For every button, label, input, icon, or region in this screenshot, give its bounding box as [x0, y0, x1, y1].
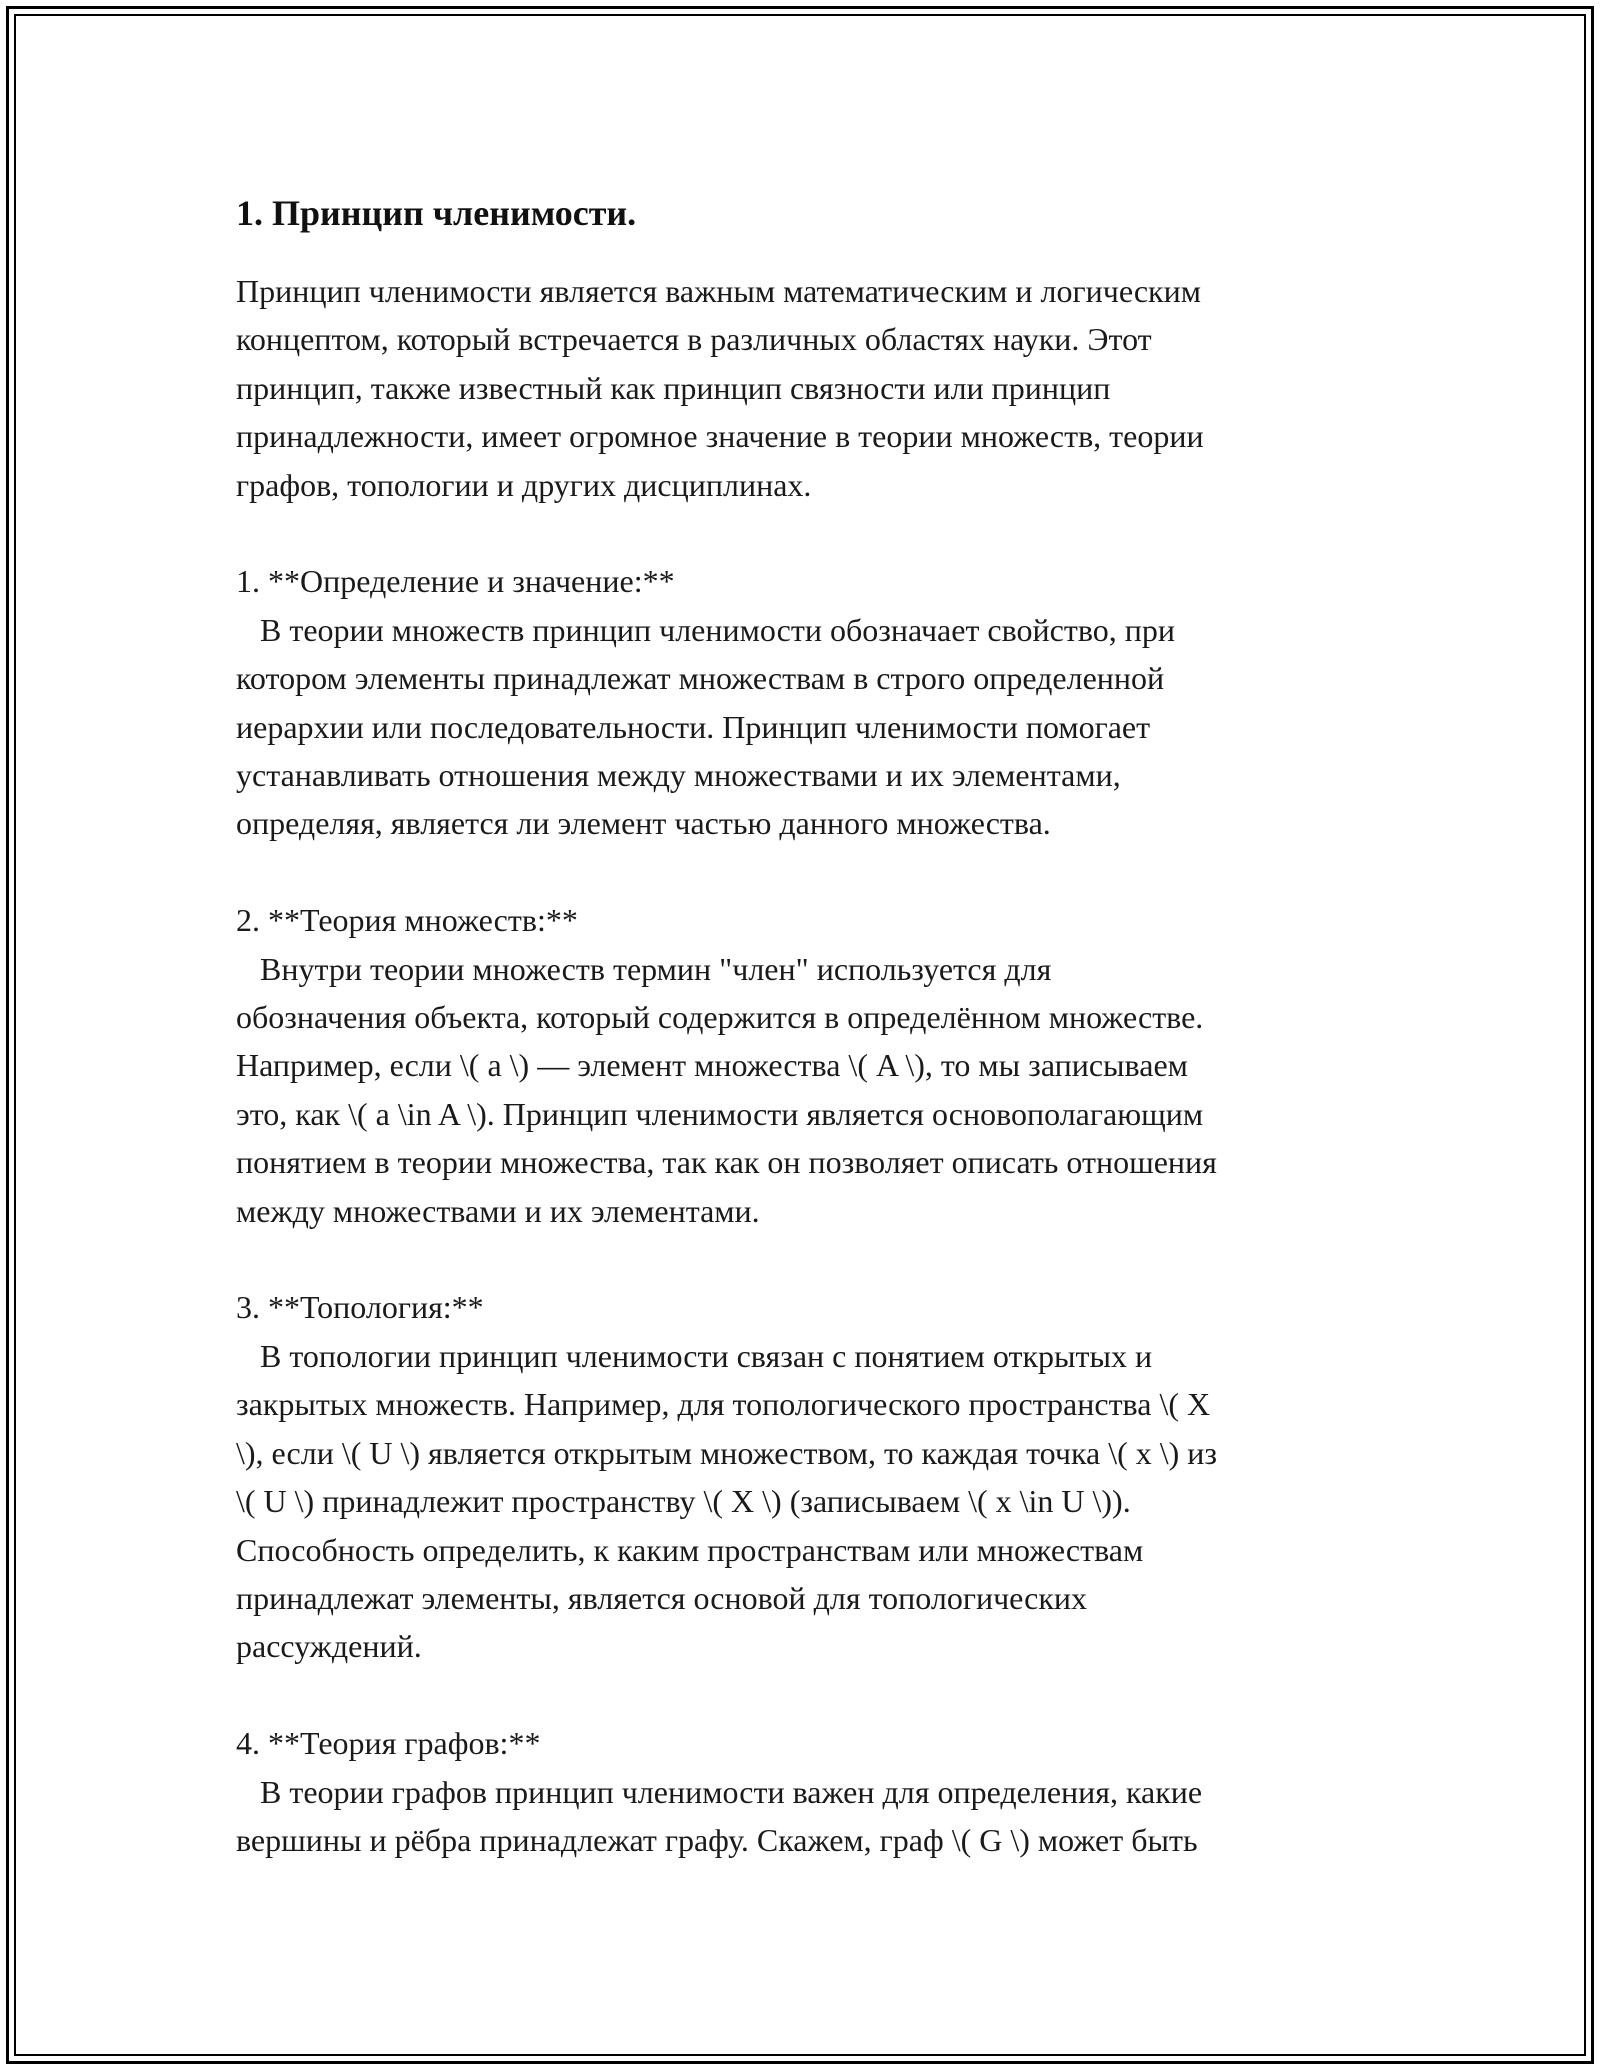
intro-paragraph	[236, 267, 1366, 509]
text-line: понятием в теории множества, так как он позволяет описать отношения	[236, 1144, 1217, 1181]
text-line: В теории множеств принцип членимости обозначает свойство, при	[236, 611, 1175, 648]
section-set-theory	[236, 896, 1366, 1235]
document-page	[236, 189, 1366, 1913]
text-line: графов, топологии и других дисциплинах.	[236, 466, 812, 503]
text-line: Способность определить, к каким пространствам или множествам	[236, 1531, 1144, 1568]
section-graph-theory	[236, 1719, 1366, 1864]
text-line: это, как \( a \in A \). Принцип членимости является основополагающим	[236, 1095, 1204, 1132]
text-line: обозначения объекта, который содержится в определённом множестве.	[236, 999, 1204, 1036]
text-line: Принцип членимости является важным математическим и логическим	[236, 273, 1201, 309]
text-line: \), если \( U \) является открытым множеством, то каждая точка \( x \) из	[236, 1434, 1218, 1471]
text-line: иерархии или последовательности. Принцип членимости помогает	[236, 708, 1151, 745]
text-line: Внутри теории множеств термин "член" используется для	[236, 950, 1052, 987]
text-line: Например, если \( a \) — элемент множества \( A \), то мы записываем	[236, 1047, 1188, 1084]
text-line: В топологии принцип членимости связан с понятием открытых и	[236, 1337, 1153, 1374]
text-line: В теории графов принцип членимости важен для определения, какие	[236, 1773, 1203, 1810]
text-line: вершины и рёбра принадлежат графу. Скажем, граф \( G \) может быть	[236, 1821, 1198, 1858]
text-line: рассуждений.	[236, 1628, 422, 1665]
section-heading: 1. **Определение и значение:**	[236, 563, 675, 600]
section-heading: 2. **Теория множеств:**	[236, 902, 578, 939]
text-line: принадлежности, имеет огромное значение в теории множеств, теории	[236, 418, 1204, 455]
text-line: устанавливать отношения между множествами и их элементами,	[236, 757, 1121, 794]
text-line: между множествами и их элементами.	[236, 1192, 760, 1229]
section-heading: 3. **Топология:**	[236, 1289, 484, 1326]
text-line: определяя, является ли элемент частью данного множества.	[236, 805, 1051, 842]
text-line: \( U \) принадлежит пространству \( X \) (записываем \( x \in U \)).	[236, 1483, 1131, 1520]
text-line: закрытых множеств. Например, для топологического пространства \( X	[236, 1386, 1211, 1423]
section-definition	[236, 557, 1366, 847]
section-heading: 4. **Теория графов:**	[236, 1725, 541, 1762]
page-title: 1. Принцип членимости.	[236, 193, 637, 233]
text-line: концептом, который встречается в различных областях науки. Этот	[236, 321, 1152, 358]
text-line: принадлежат элементы, является основой для топологических	[236, 1579, 1088, 1616]
text-line: принцип, также известный как принцип связности или принцип	[236, 369, 1111, 406]
section-topology	[236, 1283, 1366, 1670]
text-line: котором элементы принадлежат множествам в строго определенной	[236, 660, 1165, 697]
